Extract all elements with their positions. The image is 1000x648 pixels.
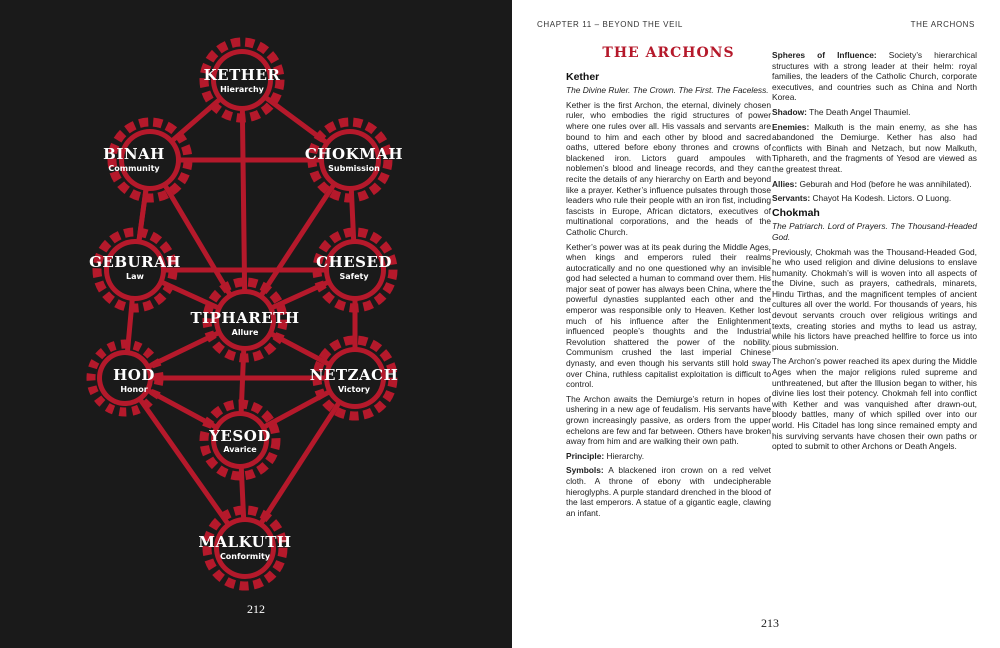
sephira-kether-sub: Hierarchy: [220, 85, 264, 94]
sephira-yesod-sub: Avarice: [223, 445, 257, 454]
sephira-chokmah-sub: Submission: [328, 164, 380, 173]
kether-paragraph-2: Kether’s power was at its peak during the Middle Ages, when kings and emperors ruled their realms autocratically and no one questioned why an invisible god had selected a human to command over them. His major seat of power has always been China, where the powerful dynasties supplanted each other and the emperor was responsible only to Heaven. Kether lost much of his influence after the Enlightenment influenced people’s thoughts and the Industrial Revolution shattered the power of the nobility. Communism crushed the last imperial Chinese dynasty, and even though his servants still hold sway over China, ruthless capitalist exploitation is difficult to control.: [566, 241, 771, 390]
allies-value: Geburah and Hod (before he was annihilated).: [799, 178, 972, 189]
sephira-geburah-name: GEBURAH: [89, 253, 181, 271]
kether-principle: [566, 451, 771, 462]
servants-label: Servants:: [772, 193, 811, 204]
sephira-malkuth-sub: Conformity: [219, 552, 271, 561]
section-heading-kether: Kether: [566, 70, 600, 83]
sephira-chokmah-name: CHOKMAH: [304, 145, 404, 163]
running-header-section: THE ARCHONS: [910, 20, 975, 29]
text-column-right: [772, 50, 977, 456]
sephira-kether-name: KETHER: [203, 66, 281, 84]
principle-value: Hierarchy.: [606, 450, 645, 461]
servants-value: Chayot Ha Kodesh. Lictors. O Luong.: [812, 193, 952, 204]
page-number-right: 213: [761, 616, 779, 630]
allies-label: Allies:: [772, 178, 798, 189]
sephira-binah-name: BINAH: [103, 145, 165, 163]
kether-enemies: [772, 122, 977, 175]
running-header-chapter: CHAPTER 11 – BEYOND THE VEIL: [537, 20, 683, 29]
kether-paragraph-1: Kether is the first Archon, the eternal, divinely chosen ruler, who embodies the rigid structures of power where one rules over all. His vassals and servants are bound to him and each other by blood and sacred oaths, uttered before ebony thrones and crowns of blackened iron. Lictors guard ampoules with noblemen’s blood and lineage records, and they can recite the details of any hierarchy on Earth and beyond like a prayer. Kether’s influence pulsates through those leaders who rule their people with an iron fist, including fascists in Europe, African dictators, executives of multinational corporations, and the heads of the Catholic Church.: [566, 99, 771, 237]
shadow-label: Shadow:: [772, 106, 807, 117]
enemies-value: Malkuth is the main enemy, as she has abandoned the Demiurge. Kether has also had conflicts with Binah and Netzach, but now Malkuth, Tiphareth, and the fragments of Yesod are viewed as the greatest threat.: [772, 121, 978, 174]
kether-spheres: [772, 50, 977, 103]
sephira-tiphareth-sub: Allure: [231, 328, 259, 337]
symbols-value: A blackened iron crown on a red velvet cloth. A throne of ebony with undecipherable hieroglyphs. A purple standard drenched in the blood of the last emperors. A statue of a gigantic eagle, clawing an infant.: [566, 465, 771, 518]
sephira-malkuth-name: MALKUTH: [198, 533, 292, 551]
page-title: THE ARCHONS: [602, 45, 735, 61]
sephira-chesed-sub: Safety: [339, 272, 369, 281]
kether-tagline: The Divine Ruler. The Crown. The First. The Faceless.: [566, 85, 769, 96]
kether-symbols: [566, 465, 771, 518]
sephira-hod-name: HOD: [113, 366, 155, 384]
sephira-geburah-sub: Law: [126, 272, 144, 281]
chokmah-paragraph-2: The Archon’s power reached its apex during the Middle Ages when the major religions ruled supreme and unthreatened, but after the Illusion began to wither, his divine lies lost their potency. Chokmah fell into conflict with Kether and was vanquished after drawn-out, bloody battles, many of which spilled over into our world. His Citadel has long since remained empty and his surviving servants have chosen their own paths or opted to submit to other Archons or Death Angels.: [772, 356, 977, 452]
principle-label: Principle:: [566, 450, 605, 461]
sephira-binah-sub: Community: [108, 164, 160, 173]
kether-shadow: [772, 107, 977, 118]
sephira-chesed-name: CHESED: [316, 253, 392, 271]
sephira-hod-sub: Honor: [120, 385, 148, 394]
sephira-netzach-sub: Victory: [337, 385, 370, 394]
shadow-value: The Death Angel Thaumiel.: [809, 106, 911, 117]
text-column-left: [566, 45, 771, 522]
sephira-tiphareth-name: TIPHARETH: [190, 309, 300, 327]
page-number-left: 212: [247, 602, 265, 616]
sephira-netzach-name: NETZACH: [309, 366, 399, 384]
enemies-label: Enemies:: [772, 121, 810, 132]
section-heading-chokmah: Chokmah: [772, 206, 820, 219]
chokmah-tagline: The Patriarch. Lord of Prayers. The Thousand-Headed God.: [772, 221, 977, 242]
spheres-value: Society’s hierarchical structures with a strong leader at their helm: royal families, the leaders of the Catholic Church, corporate executives, and countries such as China and North Korea.: [772, 50, 977, 103]
right-page: [512, 0, 1000, 648]
chokmah-paragraph-1: Previously, Chokmah was the Thousand-Headed God, he who used religion and divine delusions to enslave humanity. Chokmah’s will is woven into all aspects of the Divine, such as prayers, cathedrals, minarets, Hindu Tirthas, and the magnificent temples of ancient cultures all over the world. For thousands of years, his devout servants crouch over religious writings and texts, creating stories and myths to lead us astray, while his lictors have preached hellfire to force us into pious submission.: [772, 246, 977, 352]
sephira-yesod-name: YESOD: [209, 427, 271, 445]
kether-paragraph-3: The Archon awaits the Demiurge’s return in hopes of ushering in a new age of feudalism. His servants have grown increasingly passive, as orders from the upper echelons are few and far between. Others have broken away from him and are walking their own path.: [566, 393, 771, 447]
kether-allies: [772, 179, 977, 190]
symbols-label: Symbols:: [566, 465, 604, 476]
kether-servants: [772, 193, 977, 204]
spheres-label: Spheres of Influence:: [772, 50, 877, 60]
